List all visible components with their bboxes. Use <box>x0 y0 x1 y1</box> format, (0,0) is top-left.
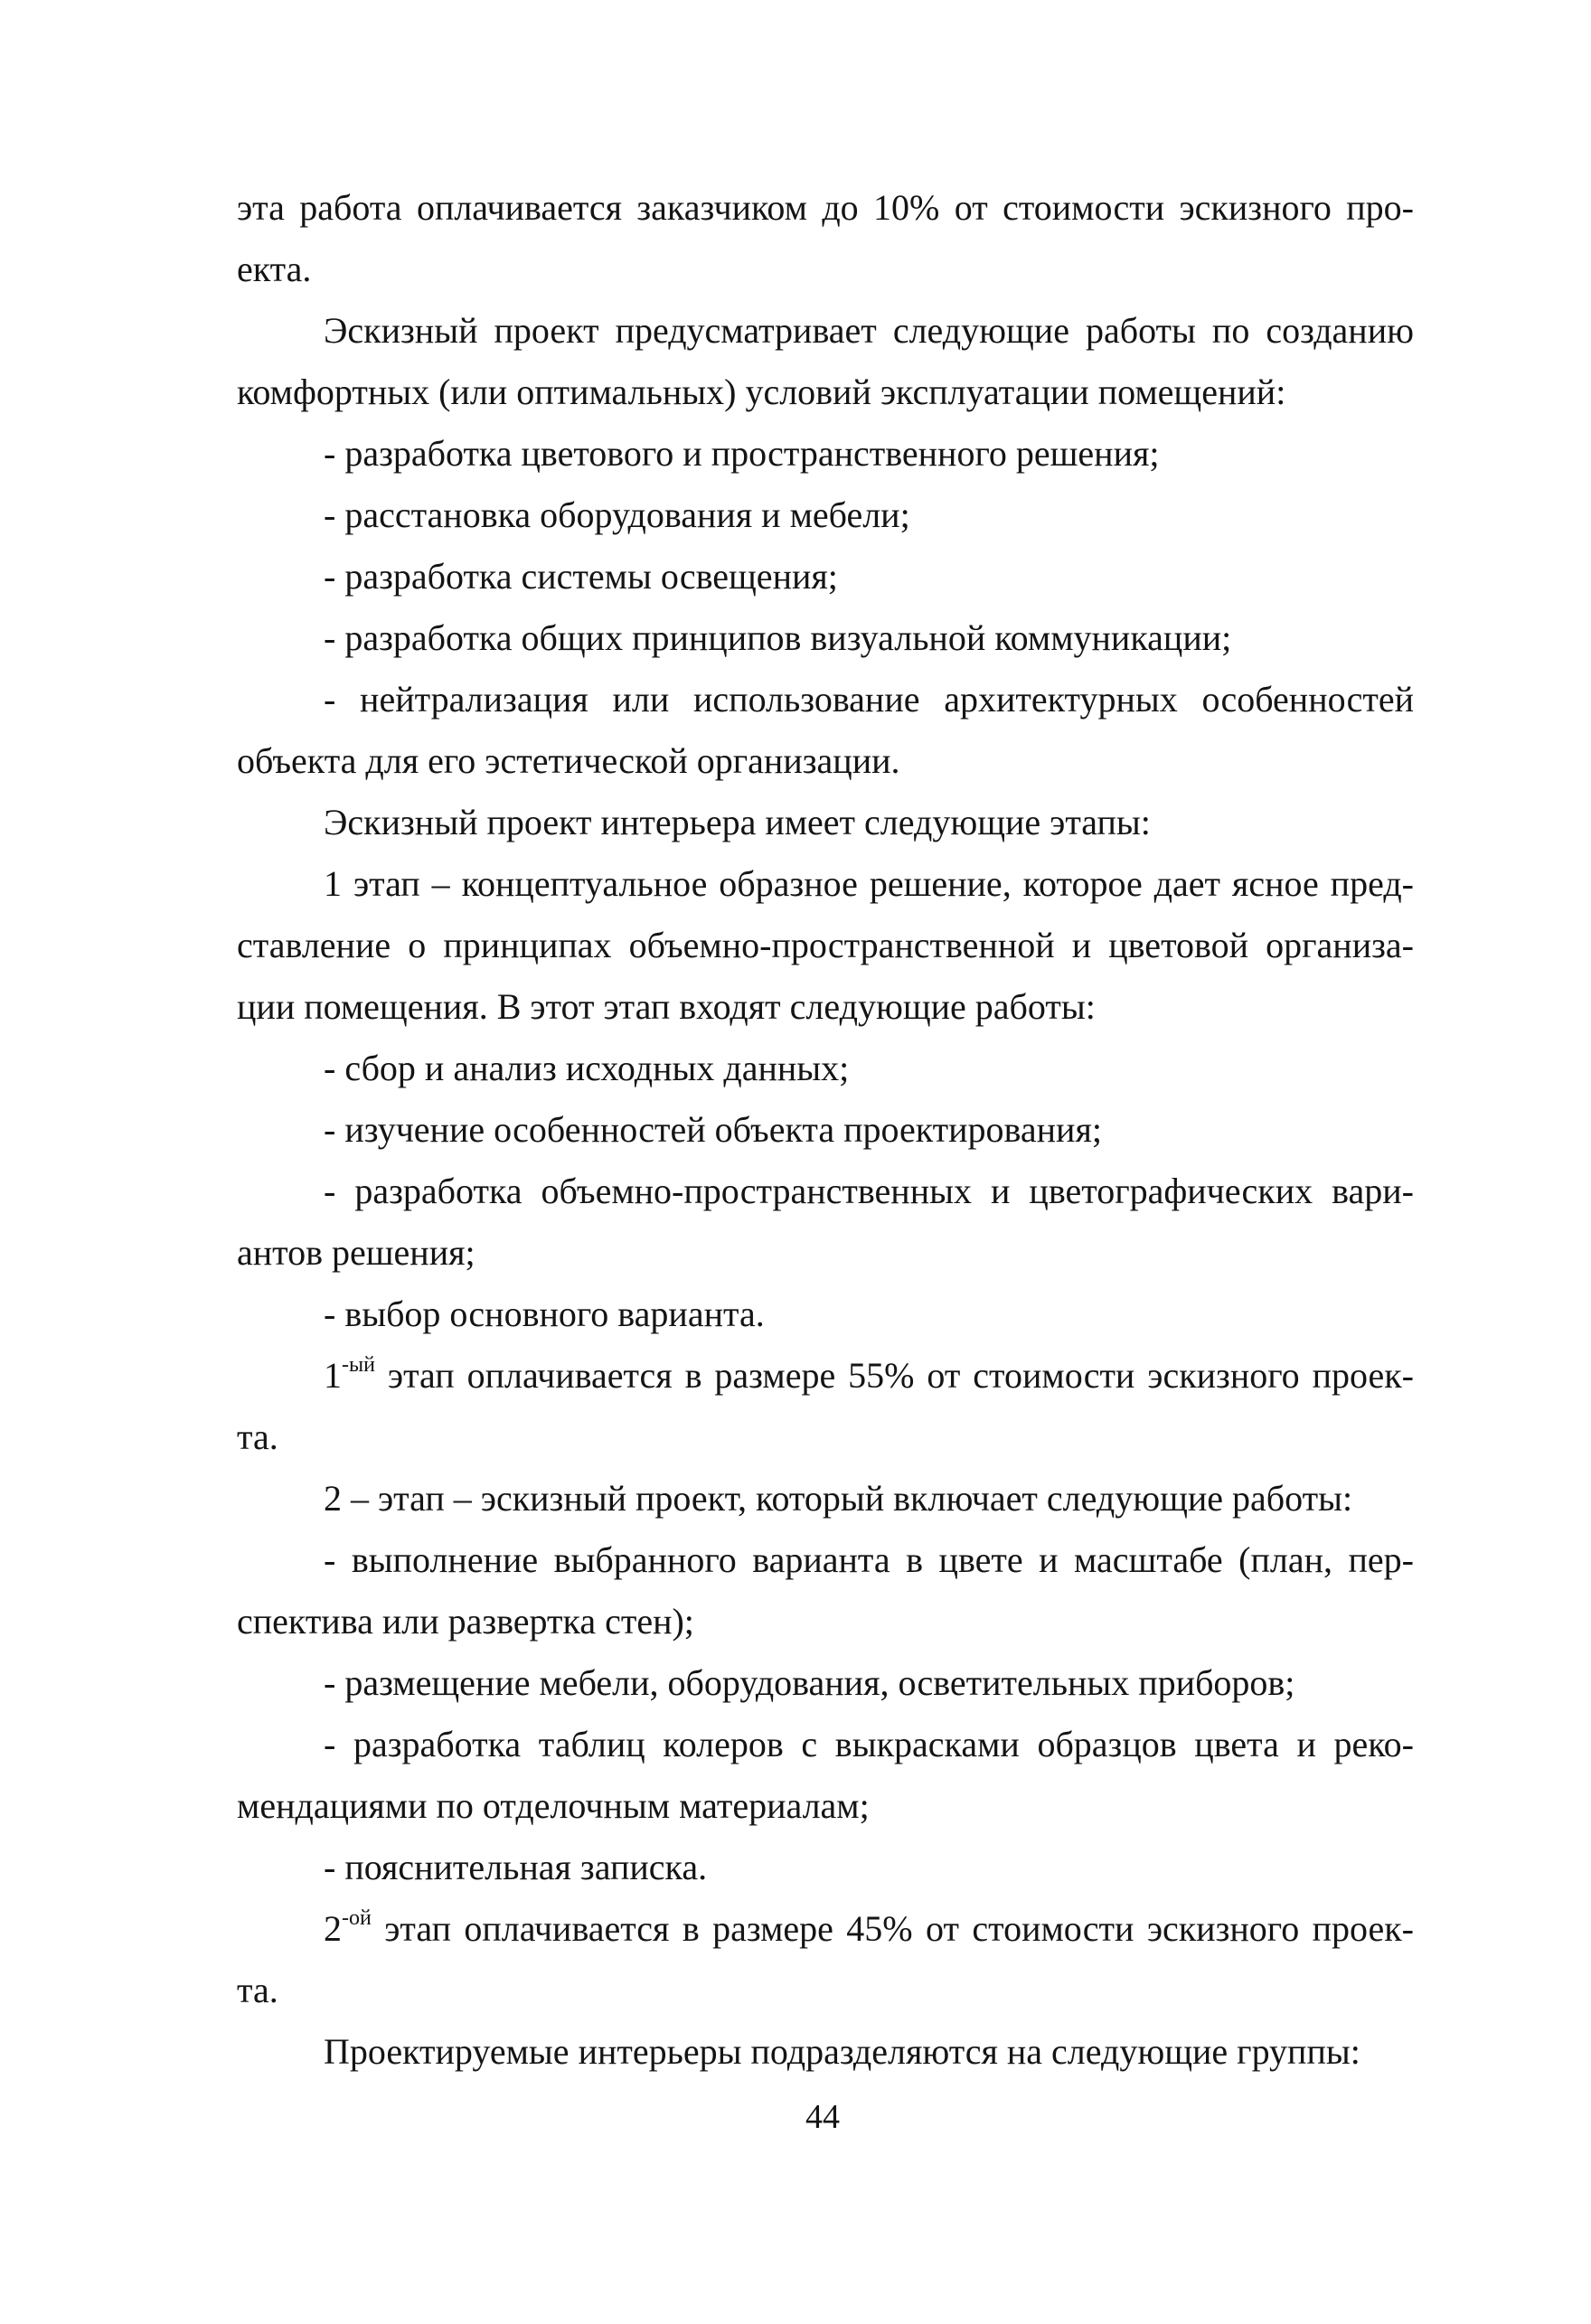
ordinal-suffix: -ый <box>342 1353 375 1377</box>
text-line: ции помещения. В этот этап входят следующие работы: <box>237 986 1096 1027</box>
stage-payment-line <box>237 1898 1414 1960</box>
list-item: - разработка общих принципов визуальной коммуникации; <box>324 617 1232 658</box>
list-item: - разработка системы освещения; <box>324 556 838 597</box>
list-item: - нейтрализация или использование архитектурных особенностей <box>324 679 1414 720</box>
text-line: та. <box>237 1970 278 2010</box>
list-item: - разработка объемно-пространственных и цветографических вари- <box>324 1171 1414 1211</box>
stage-payment-text: этап оплачивается в размере 45% от стоимости эскизного проек- <box>371 1908 1414 1949</box>
list-item: - разработка таблиц колеров с выкрасками образцов цвета и реко- <box>324 1724 1414 1764</box>
list-item: - выбор основного варианта. <box>324 1294 765 1334</box>
text-line: эта работа оплачивается заказчиком до 10% от стоимости эскизного про- <box>237 187 1414 228</box>
text-line: объекта для его эстетической организации. <box>237 740 900 781</box>
paragraph-first-line: 1 этап – концептуальное образное решение, которое дает ясное пред- <box>324 863 1414 904</box>
list-item: - размещение мебели, оборудования, осветительных приборов; <box>324 1662 1295 1703</box>
text-line: ставление о принципах объемно-пространственной и цветовой организа- <box>237 925 1414 965</box>
list-item: - изучение особенностей объекта проектирования; <box>324 1109 1102 1150</box>
text-line: мендациями по отделочным материалам; <box>237 1785 870 1826</box>
list-item: - расстановка оборудования и мебели; <box>324 494 910 535</box>
list-item: - выполнение выбранного варианта в цвете и масштабе (план, пер- <box>324 1539 1414 1580</box>
paragraph-first-line: Проектируемые интерьеры подразделяются на следующие группы: <box>324 2031 1360 2072</box>
page-number: 44 <box>805 2098 840 2136</box>
text-line: екта. <box>237 249 312 289</box>
paragraph-first-line: 2 – этап – эскизный проект, который включает следующие работы: <box>324 1478 1353 1519</box>
list-item: - разработка цветового и пространственного решения; <box>324 433 1160 474</box>
paragraph-first-line: Эскизный проект предусматривает следующие работы по созданию <box>324 310 1414 351</box>
stage-payment-text: этап оплачивается в размере 55% от стоимости эскизного проек- <box>374 1355 1414 1396</box>
stage-number: 2 <box>324 1908 342 1949</box>
stage-number: 1 <box>324 1355 342 1396</box>
ordinal-suffix: -ой <box>342 1906 372 1930</box>
text-line: спектива или развертка стен); <box>237 1601 694 1642</box>
body-text <box>237 177 1414 2083</box>
list-item: - пояснительная записка. <box>324 1847 708 1887</box>
stage-payment-line <box>237 1345 1414 1407</box>
text-line: антов решения; <box>237 1232 475 1273</box>
text-line: та. <box>237 1416 278 1457</box>
list-item: - сбор и анализ исходных данных; <box>324 1048 850 1088</box>
text-line: комфортных (или оптимальных) условий эксплуатации помещений: <box>237 372 1286 412</box>
paragraph-first-line: Эскизный проект интерьера имеет следующие этапы: <box>324 802 1151 842</box>
